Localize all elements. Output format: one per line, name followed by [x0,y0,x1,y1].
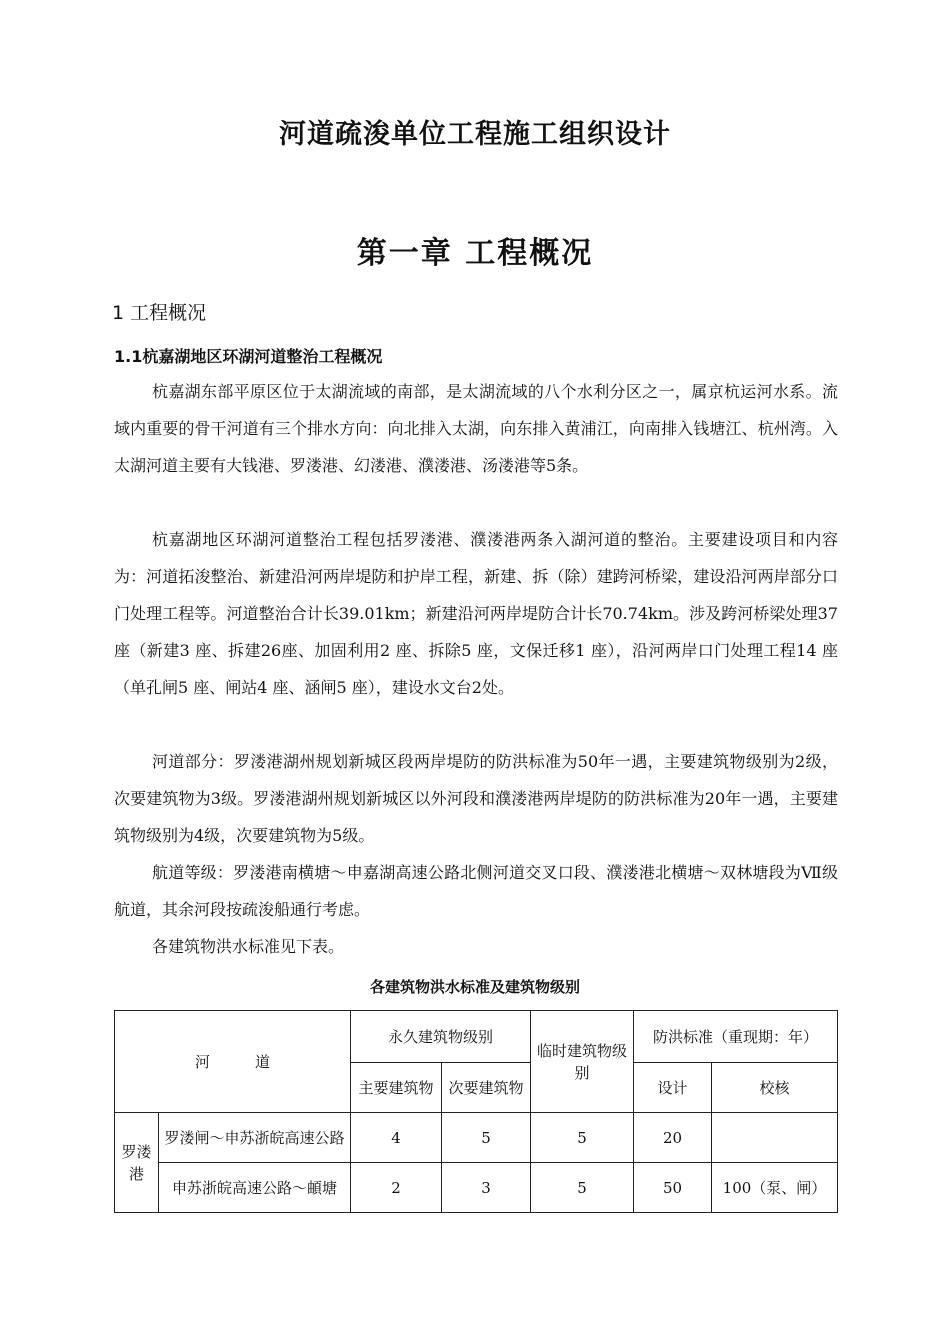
paragraph: 河道部分：罗溇港湖州规划新城区段两岸堤防的防洪标准为50年一遇，主要建筑物级别为2级，次要建筑物为3级。罗溇港湖州规划新城区以外河段和濮溇港两岸堤防的防洪标准为20年一遇，主要建筑物级别为4级，次要建筑物为5级。 [114,752,838,845]
design-cell: 50 [634,1163,712,1213]
document-title: 河道疏浚单位工程施工组织设计 [279,119,671,150]
main-cell: 2 [351,1163,442,1213]
temporary-cell: 5 [531,1113,634,1163]
header-temporary: 临时建筑物级别 [531,1011,634,1113]
header-main: 主要建筑物 [351,1063,442,1113]
segment-cell: 罗溇闸～申苏浙皖高速公路 [159,1113,351,1163]
header-secondary: 次要建筑物 [442,1063,531,1113]
header-river: 河 道 [115,1011,351,1113]
check-cell [712,1113,838,1163]
header-design: 设计 [634,1063,712,1113]
table-caption: 各建筑物洪水标准及建筑物级别 [369,978,580,996]
table-row [115,1113,838,1163]
section-heading: 1 工程概况 [112,302,207,324]
check-cell: 100（泵、闸） [712,1163,838,1213]
flood-standard-table [114,1010,838,1213]
paragraph: 杭嘉湖地区环湖河道整治工程包括罗溇港、濮溇港两条入湖河道的整治。主要建设项目和内容为：河道拓浚整治、新建沿河两岸堤防和护岸工程，新建、拆（除）建跨河桥梁，建设沿河两岸部分口门处理工程等。河道整治合计长39.01km；新建沿河两岸堤防合计长70.74km。涉及跨河桥梁处理37 座（新建3 座、拆建26座、加固利用2 座、拆除5 座，文保迁移1 座），沿河两岸口门处理工程14 座（单孔闸5 座、闸站4 座、涵闸5 座），建设水文台2处。 [114,530,838,697]
paragraph: 杭嘉湖东部平原区位于太湖流域的南部，是太湖流域的八个水利分区之一，属京杭运河水系。流域内重要的骨干河道有三个排水方向：向北排入太湖，向东排入黄浦江，向南排入钱塘江、杭州湾。入太湖河道主要有大钱港、罗溇港、幻溇港、濮溇港、汤溇港等5条。 [114,382,838,475]
segment-cell: 申苏浙皖高速公路～頔塘 [159,1163,351,1213]
paragraph: 各建筑物洪水标准见下表。 [152,937,345,956]
secondary-cell: 3 [442,1163,531,1213]
header-check: 校核 [712,1063,838,1113]
main-cell: 4 [351,1113,442,1163]
temporary-cell: 5 [531,1163,634,1213]
subsection-heading: 1.1杭嘉湖地区环湖河道整治工程概况 [114,347,383,366]
header-permanent: 永久建筑物级别 [351,1011,531,1063]
header-flood-standard: 防洪标准（重现期：年） [634,1011,838,1063]
chapter-title: 第一章 工程概况 [356,236,594,271]
paragraph: 航道等级：罗溇港南横塘～申嘉湖高速公路北侧河道交叉口段、濮溇港北横塘～双林塘段为Ⅶ级航道，其余河段按疏浚船通行考虑。 [114,863,838,919]
table-row [115,1163,838,1213]
design-cell: 20 [634,1113,712,1163]
group-label: 罗溇港 [115,1113,159,1213]
secondary-cell: 5 [442,1113,531,1163]
